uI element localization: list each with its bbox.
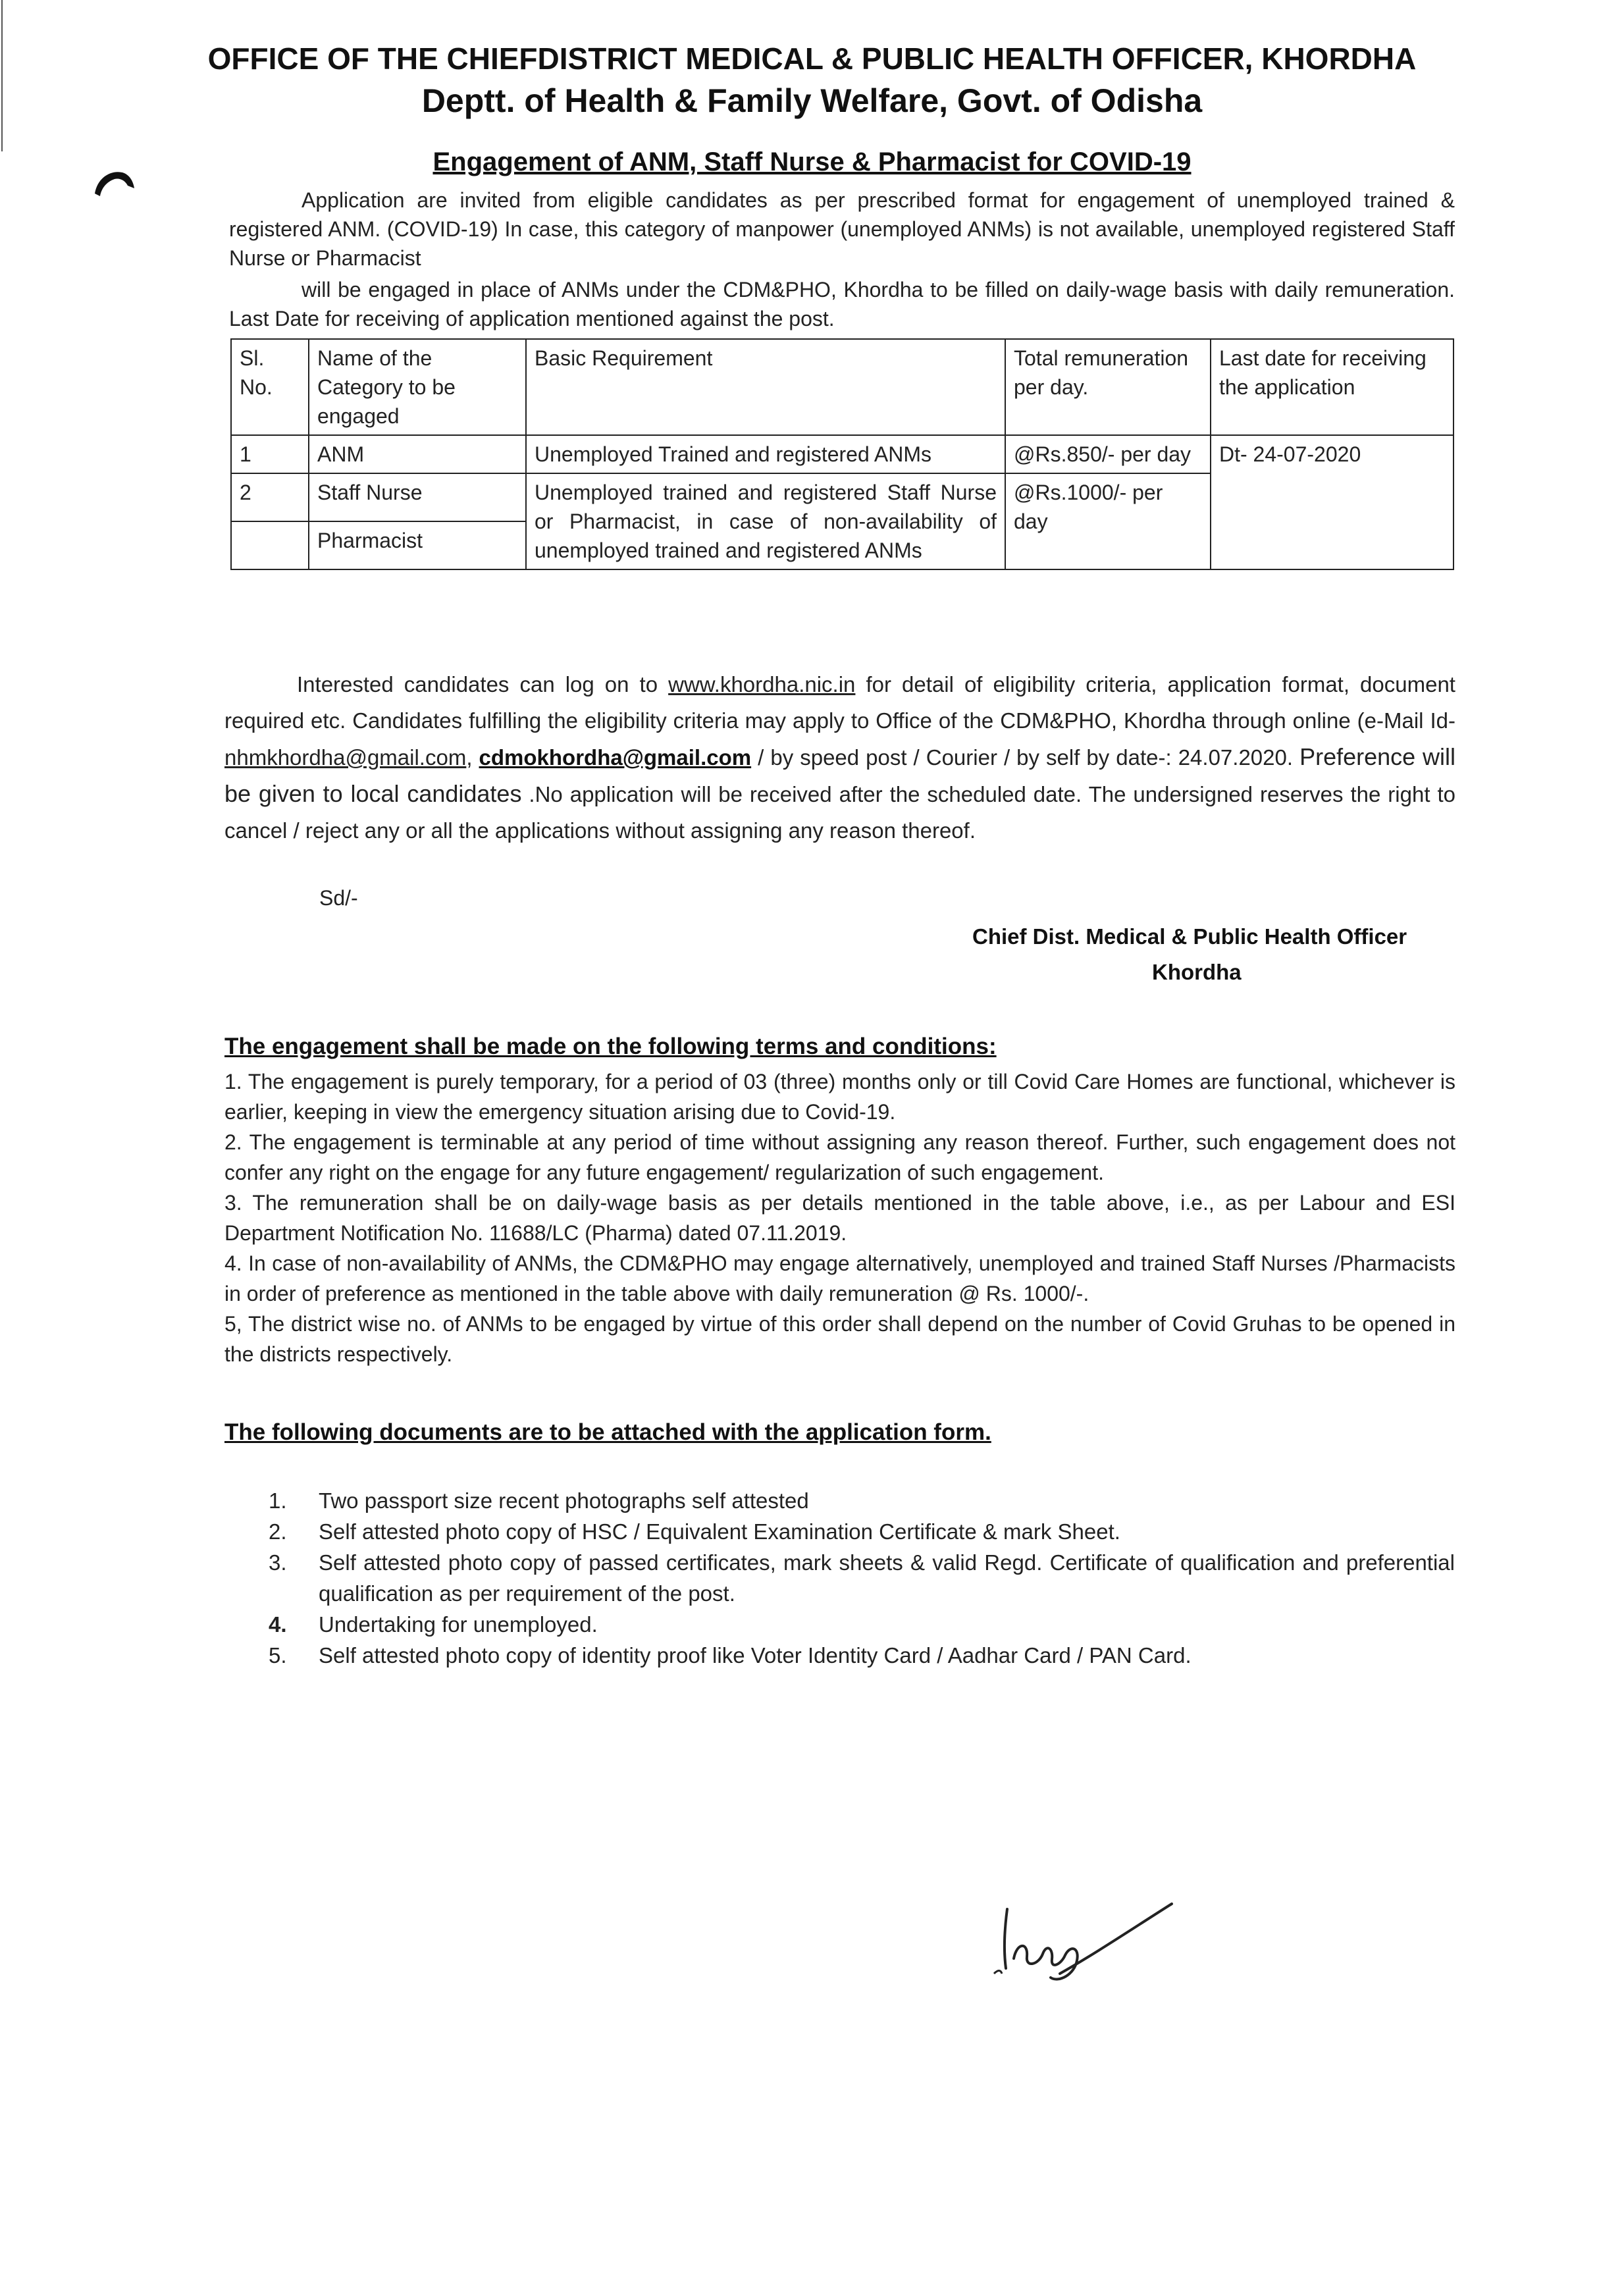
engagement-table <box>230 338 1454 570</box>
table-row <box>231 435 1454 473</box>
table-header-row <box>231 339 1454 435</box>
list-item: 1. Two passport size recent photographs self attested <box>269 1488 809 1513</box>
intro-paragraph-1: Application are invited from eligible candidates as per prescribed format for engagement of unemployed trained & registered ANM. (COVID-19) In case, this category of manpower (unemployed ANMs) is not available, unemployed registered Staff Nurse or Pharmacist <box>229 188 1455 270</box>
table-header: Basic Requirement <box>526 339 1005 435</box>
signatory-designation: Chief Dist. Medical & Public Health Officer <box>972 924 1407 949</box>
notice-subject: Engagement of ANM, Staff Nurse & Pharmacist for COVID-19 <box>432 147 1192 176</box>
table-cell: Dt- 24-07-2020 <box>1211 435 1454 569</box>
documents-title: The following documents are to be attached with the application form. <box>224 1419 991 1445</box>
table-cell: Pharmacist <box>309 521 526 569</box>
signatory-place: Khordha <box>1152 960 1242 984</box>
list-item: 3. Self attested photo copy of passed certificates, mark sheets & valid Regd. Certificate of qualification and preferential qualification as per requirement of the post. <box>269 1550 1455 1606</box>
signature-icon <box>987 1896 1185 1988</box>
table-cell <box>231 521 309 569</box>
list-item: 3. The remuneration shall be on daily-wage basis as per details mentioned in the table above, i.e., as per Labour and ESI Department Notification No. 11688/LC (Pharma) dated 07.11.2019. <box>224 1191 1455 1245</box>
office-title: OFFICE OF THE CHIEFDISTRICT MEDICAL & PUBLIC HEALTH OFFICER, KHORDHA <box>207 41 1417 76</box>
table-header: Name of the Category to be engaged <box>309 339 526 435</box>
table-header: Last date for receiving the application <box>1211 339 1454 435</box>
list-item: 2. Self attested photo copy of HSC / Equivalent Examination Certificate & mark Sheet. <box>269 1519 1120 1544</box>
documents-list <box>230 1485 1455 1671</box>
table-cell: Staff Nurse <box>309 473 526 521</box>
terms-list <box>224 1066 1455 1369</box>
list-item: 4. In case of non-availability of ANMs, the CDM&PHO may engage alternatively, unemployed and trained Staff Nurses /Pharmacists in order of preference as mentioned in the table above with daily remuneration @ Rs. 1000/-. <box>224 1251 1455 1305</box>
table-cell: 2 <box>231 473 309 521</box>
table-header: Total remuneration per day. <box>1005 339 1211 435</box>
table-cell: 1 <box>231 435 309 473</box>
list-item: 5, The district wise no. of ANMs to be engaged by virtue of this order shall depend on the number of Covid Gruhas to be opened in the districts respectively. <box>224 1312 1455 1366</box>
table-cell: @Rs.850/- per day <box>1005 435 1211 473</box>
table-cell: Unemployed Trained and registered ANMs <box>526 435 1005 473</box>
intro-paragraph-2: will be engaged in place of ANMs under the CDM&PHO, Khordha to be filled on daily-wage basis with daily remuneration. Last Date for receiving of application mentioned against the post. <box>229 278 1455 330</box>
terms-title: The engagement shall be made on the following terms and conditions: <box>224 1034 997 1059</box>
website-link[interactable]: www.khordha.nic.in <box>668 672 856 696</box>
list-item: 2. The engagement is terminable at any period of time without assigning any reason thereof. Further, such engagement does not confer any right on the engage for any future engagement/ regularization of such engagement. <box>224 1130 1455 1184</box>
list-item: 5. Self attested photo copy of identity proof like Voter Identity Card / Aadhar Card / PAN Card. <box>269 1643 1192 1668</box>
email-link-cdmo[interactable]: cdmokhordha@gmail.com <box>479 745 752 770</box>
list-item: 1. The engagement is purely temporary, for a period of 03 (three) months only or till Covid Care Homes are functional, whichever is earlier, keeping in view the emergency situation arising due to Covid-19. <box>224 1070 1455 1124</box>
department-title: Deptt. of Health & Family Welfare, Govt. of Odisha <box>421 82 1203 119</box>
table-header: Sl. No. <box>231 339 309 435</box>
table-cell: @Rs.1000/- per day <box>1005 473 1211 569</box>
table-cell: ANM <box>309 435 526 473</box>
list-item: 4. Undertaking for unemployed. <box>269 1612 598 1637</box>
notice-paragraph: Interested candidates can log on to www.khordha.nic.in for detail of eligibility criteria, application format, document required etc. Candidates fulfilling the eligibility criteria may apply to Office of the CDM&PHO, Khordha through online (e-Mail Id- nhmkhordha@gmail.com, cdmokhordha@gmail.com / by speed post / Courier / by self by date-: 24.07.2020. Preference will be given to local candidates .No application will be received after the scheduled date. The undersigned reserves the right to cancel / reject any or all the applications without assigning any reason thereof. <box>224 672 1456 843</box>
table-cell: Unemployed trained and registered Staff Nurse or Pharmacist, in case of non-availability of unemployed trained and registered ANMs <box>526 473 1005 569</box>
email-link-nhm[interactable]: nhmkhordha@gmail.com <box>224 745 467 770</box>
sd-mark: Sd/- <box>319 886 358 910</box>
